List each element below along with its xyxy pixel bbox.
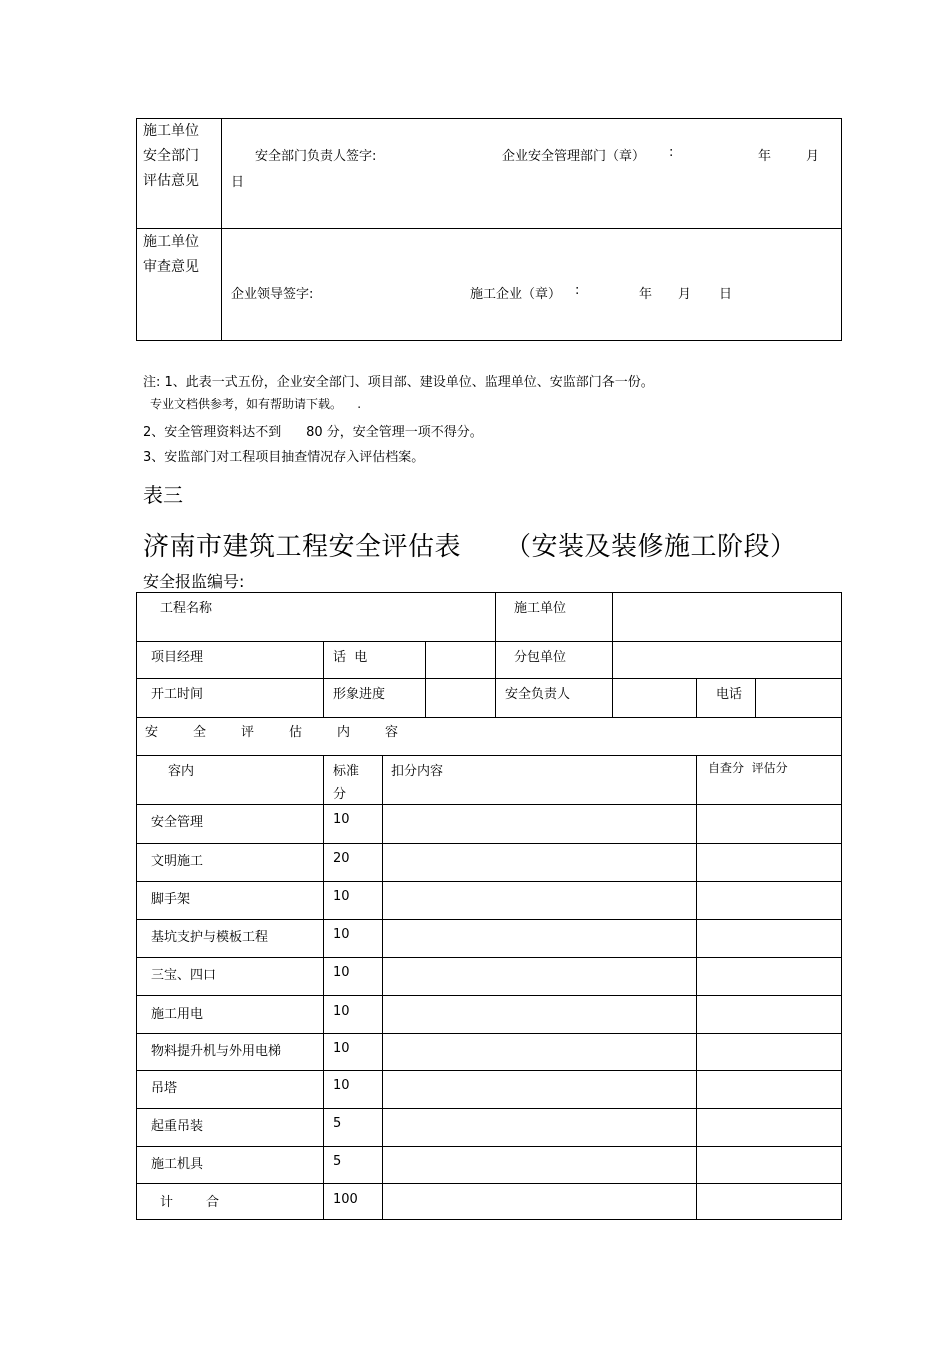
table-row-item: 施工机具: [151, 1157, 204, 1172]
table-row-score: 10: [333, 965, 350, 980]
row1-day: 日: [231, 175, 245, 190]
row-line: [136, 641, 842, 642]
section-title-char: 内: [337, 725, 351, 740]
page-title-paren: （安装及装修施工阶段）: [505, 532, 797, 562]
col-line: [382, 755, 383, 1220]
col-header-standard-2: 分: [333, 787, 347, 802]
row-line: [136, 843, 842, 844]
row-line: [136, 717, 842, 718]
table-row-score: 5: [333, 1116, 342, 1131]
table-row-item: 吊塔: [151, 1081, 178, 1096]
construction-unit-label: 施工单位: [514, 601, 567, 616]
row-line: [136, 1033, 842, 1034]
section-title-char: 评: [241, 725, 255, 740]
approval-table-divider: [221, 118, 222, 341]
safety-officer-label: 安全负责人: [505, 687, 571, 702]
section-title-char: 安: [145, 725, 159, 740]
row1-label-line3: 评估意见: [143, 173, 199, 189]
col-line: [696, 678, 697, 717]
row-line: [136, 678, 842, 679]
start-time-label: 开工时间: [151, 687, 204, 702]
table-row-score: 10: [333, 812, 350, 827]
company-stamp-colon: :: [575, 283, 580, 298]
page-title: 济南市建筑工程安全评估表: [143, 532, 462, 562]
project-name-label: 工程名称: [160, 601, 213, 616]
row-line: [136, 1146, 842, 1147]
section-title-char: 全: [193, 725, 207, 740]
table-row-score: 5: [333, 1154, 342, 1169]
table-row-item: 物料提升机与外用电梯: [151, 1044, 282, 1059]
note-line-1b: 专业文档供参考，如有帮助请下载。 .: [150, 397, 362, 411]
col-line: [323, 755, 324, 1220]
company-stamp-label: 施工企业（章）: [470, 287, 562, 302]
col-line: [612, 592, 613, 717]
col-line: [495, 592, 496, 717]
row2-label-line1: 施工单位: [143, 234, 199, 250]
approval-table-row-divider: [136, 228, 842, 229]
col-header-content: 容内: [168, 764, 195, 779]
safety-dept-stamp-label: 企业安全管理部门（章）: [502, 149, 646, 164]
phone-label: 话 电: [333, 650, 368, 665]
row2-year: 年: [639, 287, 653, 302]
row1-month: 月: [806, 149, 820, 164]
safety-dept-sign-label: 安全部门负责人签字:: [255, 149, 377, 164]
leader-sign-label: 企业领导签字:: [231, 287, 314, 302]
table-row-score: 10: [333, 927, 350, 942]
row2-month: 月: [678, 287, 692, 302]
note-line-1: 注: 1、此表一式五份，企业安全部门、项目部、建设单位、监理单位、安监部门各一份。: [143, 375, 654, 390]
col-header-self-eval: 自查分 评估分: [708, 761, 788, 775]
row-line: [136, 881, 842, 882]
row-line: [136, 919, 842, 920]
total-label: 计 合: [160, 1195, 220, 1210]
table-row-item: 安全管理: [151, 815, 204, 830]
row-line: [136, 1108, 842, 1109]
table-row-score: 10: [333, 1041, 350, 1056]
section-title-char: 估: [289, 725, 303, 740]
table-row-score: 10: [333, 1004, 350, 1019]
report-number-label: 安全报监编号:: [143, 572, 245, 591]
table-row-item: 文明施工: [151, 854, 204, 869]
row2-day: 日: [719, 287, 733, 302]
row-line: [136, 1070, 842, 1071]
row-line: [136, 995, 842, 996]
table-row-item: 施工用电: [151, 1007, 204, 1022]
subcontract-unit-label: 分包单位: [514, 650, 567, 665]
phone2-label: 电话: [716, 687, 743, 702]
col-line: [696, 755, 697, 1220]
row-line: [136, 1183, 842, 1184]
table-row-item: 起重吊装: [151, 1119, 204, 1134]
row1-year: 年: [758, 149, 772, 164]
col-header-standard-1: 标准: [333, 764, 360, 779]
col-header-deduction: 扣分内容: [391, 764, 444, 779]
row-line: [136, 804, 842, 805]
total-score: 100: [333, 1192, 358, 1207]
row1-label-line1: 施工单位: [143, 123, 199, 139]
col-line: [425, 641, 426, 717]
safety-dept-stamp-colon: :: [669, 145, 674, 160]
row2-label-line2: 审查意见: [143, 259, 199, 275]
table-row-score: 20: [333, 851, 350, 866]
note-line-2: 2、安全管理资料达不到 80 分，安全管理一项不得分。: [143, 425, 483, 440]
table-row-item: 脚手架: [151, 892, 191, 907]
table-row-item: 三宝、四口: [151, 968, 217, 983]
row-line: [136, 755, 842, 756]
row-line: [136, 957, 842, 958]
table-row-score: 10: [333, 1078, 350, 1093]
section-title-char: 容: [385, 725, 399, 740]
row1-label-line2: 安全部门: [143, 148, 199, 164]
table-row-score: 10: [333, 889, 350, 904]
col-line: [323, 641, 324, 717]
project-manager-label: 项目经理: [151, 650, 204, 665]
progress-label: 形象进度: [333, 687, 386, 702]
col-line: [755, 678, 756, 717]
table-number: 表三: [143, 483, 183, 507]
approval-table: [136, 118, 842, 341]
table-row-item: 基坑支护与模板工程: [151, 930, 269, 945]
note-line-3: 3、安监部门对工程项目抽查情况存入评估档案。: [143, 450, 425, 465]
